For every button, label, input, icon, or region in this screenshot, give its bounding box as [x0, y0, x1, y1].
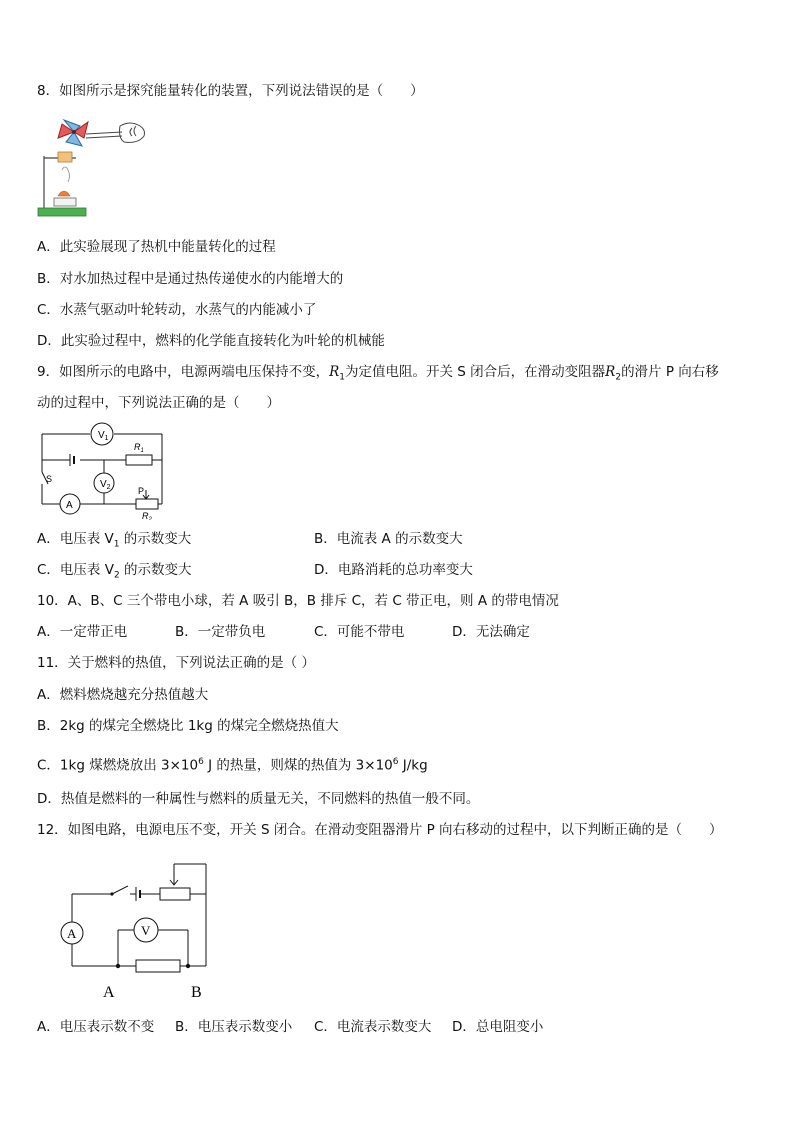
q12-fig-point-a: A — [103, 984, 115, 1001]
q10-stem: 10．A、B、C 三个带电小球，若 A 吸引 B，B 排斥 C，若 C 带正电，则 A 的带电情况 — [37, 593, 559, 609]
q8-option-a: A．此实验展现了热机中能量转化的过程 — [37, 239, 276, 255]
q8-option-c: C．水蒸气驱动叶轮转动，水蒸气的内能减小了 — [37, 302, 317, 318]
q9-circuit-diagram — [34, 422, 170, 520]
q12-stem: 12．如图电路，电源电压不变，开关 S 闭合。在滑动变阻器滑片 P 向右移动的过程中，以下判断正确的是（ ） — [37, 822, 723, 838]
q11-option-b: B．2kg 的煤完全燃烧比 1kg 的煤完全燃烧热值大 — [37, 718, 339, 734]
q9-fig-r2-label: $R_2$ — [142, 511, 152, 520]
q12-fig-ammeter-label: A — [67, 926, 77, 941]
q10-option-d: D．无法确定 — [452, 624, 530, 640]
q10-option-b: B．一定带负电 — [175, 624, 266, 640]
q12-option-d: D．总电阻变小 — [452, 1019, 544, 1035]
q9-fig-r1-label: $R_1$ — [134, 442, 144, 454]
q9-fig-a-label: A — [66, 500, 73, 511]
q11-option-c: C．1kg 煤燃烧放出 $3\times 10^6$ J 的热量，则煤的热值为 $3\times 10^6$ J/kg — [37, 757, 428, 774]
q10-option-c: C．可能不带电 — [314, 624, 405, 640]
q9-option-b: B．电流表 A 的示数变大 — [314, 531, 463, 547]
q12-fig-point-b: B — [191, 984, 202, 1001]
q11-stem: 11．关于燃料的热值，下列说法正确的是（ ） — [37, 655, 315, 671]
q12-option-c: C．电流表示数变大 — [314, 1019, 432, 1035]
q12-option-a: A．电压表示数不变 — [37, 1019, 155, 1035]
q9-fig-v2-label: $V_2$ — [100, 479, 111, 491]
flask-stand-icon — [38, 152, 86, 216]
q12-option-b: B．电压表示数变小 — [175, 1019, 293, 1035]
q8-figure — [36, 112, 148, 220]
q9-fig-v1-label: $V_1$ — [98, 430, 109, 442]
q9-fig-p-label: P — [138, 486, 145, 496]
q12-circuit-diagram — [56, 858, 216, 1004]
q8-option-b: B．对水加热过程中是通过热传递使水的内能增大的 — [37, 271, 344, 287]
q9-fig-s-label: S — [46, 474, 53, 484]
q9-stem-line1: 9．如图所示的电路中，电源两端电压保持不变，$R_1$为定值电阻。开关 S 闭合后，在滑动变阻器$R_2$的滑片 P 向右移 — [37, 364, 719, 383]
q11-option-d: D．热值是燃料的一种属性与燃料的质量无关，不同燃料的热值一般不同。 — [37, 791, 480, 807]
q9-option-c: C．电压表 $V_2$ 的示数变大 — [37, 562, 192, 581]
q9-stem-line2: 动的过程中，下列说法正确的是（ ） — [37, 395, 280, 411]
pinwheel-icon — [58, 120, 88, 146]
q10-option-a: A．一定带正电 — [37, 624, 128, 640]
q12-fig-voltmeter-label: V — [141, 923, 151, 938]
q8-option-d: D．此实验过程中，燃料的化学能直接转化为叶轮的机械能 — [37, 333, 385, 349]
hand-holding-tube-icon — [86, 123, 145, 142]
q8-stem: 8．如图所示是探究能量转化的装置，下列说法错误的是（ ） — [37, 83, 424, 99]
q9-option-d: D．电路消耗的总功率变大 — [314, 562, 473, 578]
q11-option-a: A．燃料燃烧越充分热值越大 — [37, 687, 209, 703]
q9-option-a: A．电压表 $V_1$ 的示数变大 — [37, 531, 192, 550]
